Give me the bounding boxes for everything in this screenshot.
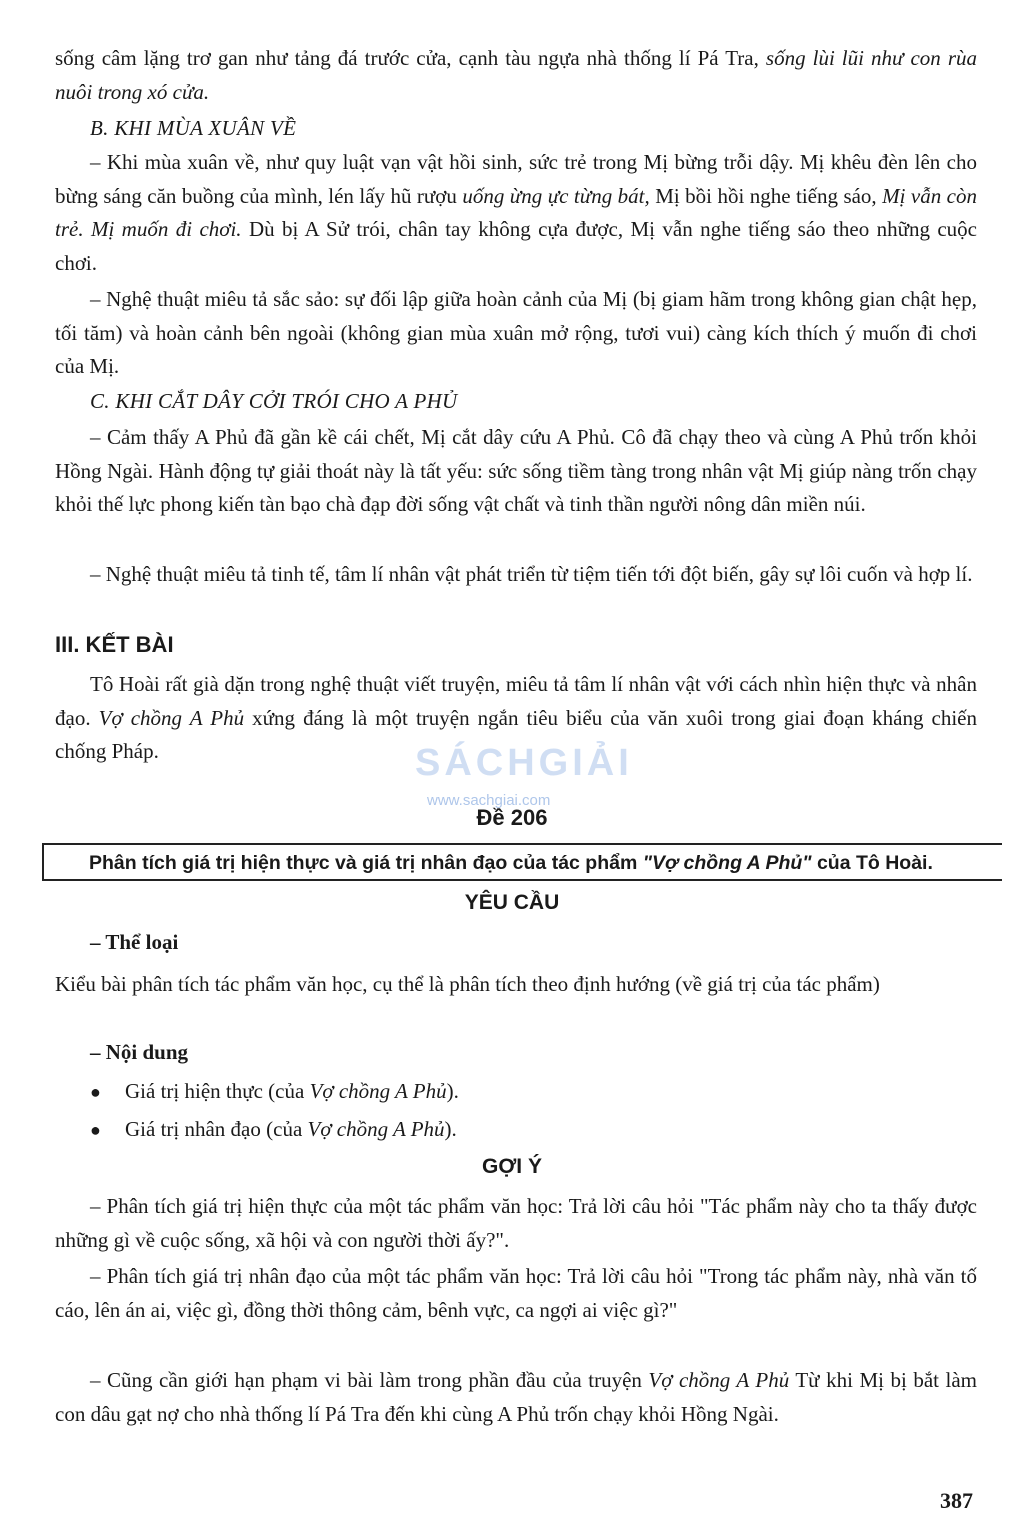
para-text: Tô Hoài rất già dặn trong nghệ thuật viết truyện, miêu tả tâm lí nhân vật với cách nhìn hiện thực và nhân đạo. (55, 672, 977, 730)
task-text: Phân tích giá trị hiện thực và giá trị nhân đạo của tác phẩm (89, 852, 643, 874)
para-italic: uống ừng ực từng bát, (462, 183, 650, 208)
section-b-paragraph-2: – Nghệ thuật miêu tả sắc sảo: sự đối lập giữa hoàn cảnh của Mị (bị giam hãm trong không gian chật hẹp, tối tăm) và hoàn cảnh bên ngoài (không gian mùa xuân mở rộng, tươi vui) càng kích thích ý muốn đi chơi của Mị. (55, 287, 977, 378)
task-box (42, 843, 1002, 881)
genre-heading: – Thể loại (90, 930, 179, 954)
para-text: – Cũng cần giới hạn phạm vi bài làm trong phần đầu của truyện (90, 1368, 649, 1392)
para-text: Mị bồi hồi nghe tiếng sáo, (649, 183, 883, 208)
suggestion-paragraph-2: – Phân tích giá trị nhân đạo của một tác phẩm văn học: Trả lời câu hỏi "Trong tác phẩm này, nhà văn tố cáo, lên án ai, việc gì, đồng thời thông cảm, bênh vực, ca ngợi ai việc gì?" (55, 1264, 977, 1322)
top-paragraph-italic: sống lùi lũi như con rùa nuôi trong xó cửa. (55, 46, 977, 104)
para-text: Từ khi Mị bị bắt làm con dâu gạt nợ cho nhà thống lí Pá Tra đến khi cùng A Phủ trốn chạy khỏi Hồng Ngài. (55, 1368, 977, 1426)
bullet-icon: ● (90, 1120, 101, 1140)
genre-paragraph: Kiểu bài phân tích tác phẩm văn học, cụ thể là phân tích theo định hướng (về giá trị của tác phẩm) (55, 972, 880, 996)
para-italic: Mị vẫn còn trẻ. Mị muốn đi chơi. (55, 183, 978, 241)
para-italic: Vợ chồng A Phủ (648, 1368, 790, 1392)
bullet-realism (90, 1076, 459, 1107)
bullet-text: ). (444, 1117, 457, 1141)
top-paragraph-text: sống câm lặng trơ gan như tảng đá trước cửa, cạnh tàu ngựa nhà thống lí Pá Tra, (55, 46, 766, 70)
task-italic: "Vợ chồng A Phủ" (642, 852, 812, 874)
bullet-text: ). (446, 1079, 459, 1103)
section-iii-heading: III. KẾT BÀI (55, 632, 174, 657)
para-italic: Vợ chồng A Phủ (98, 705, 245, 730)
watermark-url: www.sachgiai.com (427, 792, 551, 809)
bullet-icon: ● (90, 1082, 101, 1102)
task-text: của Tô Hoài. (811, 852, 933, 874)
section-c-heading: C. KHI CẮT DÂY CỞI TRÓI CHO A PHỦ (90, 389, 458, 413)
requirements-heading: YÊU CẦU (464, 891, 560, 914)
bullet-text: Giá trị hiện thực (của (125, 1079, 310, 1103)
section-c-paragraph-1: – Cảm thấy A Phủ đã gần kề cái chết, Mị cắt dây cứu A Phủ. Cô đã chạy theo và cùng A Phủ trốn khỏi Hồng Ngài. Hành động tự giải thoát này là tất yếu: sức sống tiềm tàng trong nhân vật Mị giúp nàng trốn chạy khỏi thế lực phong kiến tàn bạo chà đạp đời sống vật chất và tinh thần người nông dân miền núi. (55, 425, 977, 516)
bullet-italic: Vợ chồng A Phủ (309, 1079, 447, 1103)
content-heading: – Nội dung (90, 1040, 189, 1064)
exercise-title: Đề 206 (476, 805, 548, 830)
suggestions-heading: GỢI Ý (482, 1155, 542, 1178)
bullet-humanity (90, 1114, 457, 1145)
bullet-text: Giá trị nhân đạo (của (125, 1117, 308, 1141)
para-text: – Khi mùa xuân về, như quy luật vạn vật hồi sinh, sức trẻ trong Mị bừng trỗi dậy. Mị khêu đèn lên cho bừng sáng căn buồng của mình, lén lấy hũ rượu (55, 150, 977, 208)
section-c-paragraph-2: – Nghệ thuật miêu tả tinh tế, tâm lí nhân vật phát triển từ tiệm tiến tới đột biến, gây sự lôi cuốn và hợp lí. (90, 562, 973, 586)
bullet-italic: Vợ chồng A Phủ (307, 1117, 445, 1141)
suggestion-paragraph-3 (55, 1364, 977, 1431)
section-iii-paragraph (55, 668, 977, 769)
section-b-heading: B. KHI MÙA XUÂN VỀ (90, 116, 297, 140)
top-paragraph (55, 42, 977, 109)
page-number: 387 (940, 1488, 973, 1513)
watermark-logo: SÁCHGIẢI (415, 742, 633, 784)
section-b-paragraph-1 (55, 146, 977, 280)
suggestion-paragraph-1: – Phân tích giá trị hiện thực của một tác phẩm văn học: Trả lời câu hỏi "Tác phẩm này cho ta thấy được những gì về cuộc sống, xã hội và con người thời ấy?". (55, 1194, 977, 1252)
para-text: Dù bị A Sử trói, chân tay không cựa được, Mị vẫn nghe tiếng sáo theo những cuộc chơi. (55, 217, 977, 275)
para-text: xứng đáng là một truyện ngắn tiêu biểu của văn xuôi trong giai đoạn kháng chiến chống Pháp. (55, 705, 977, 763)
